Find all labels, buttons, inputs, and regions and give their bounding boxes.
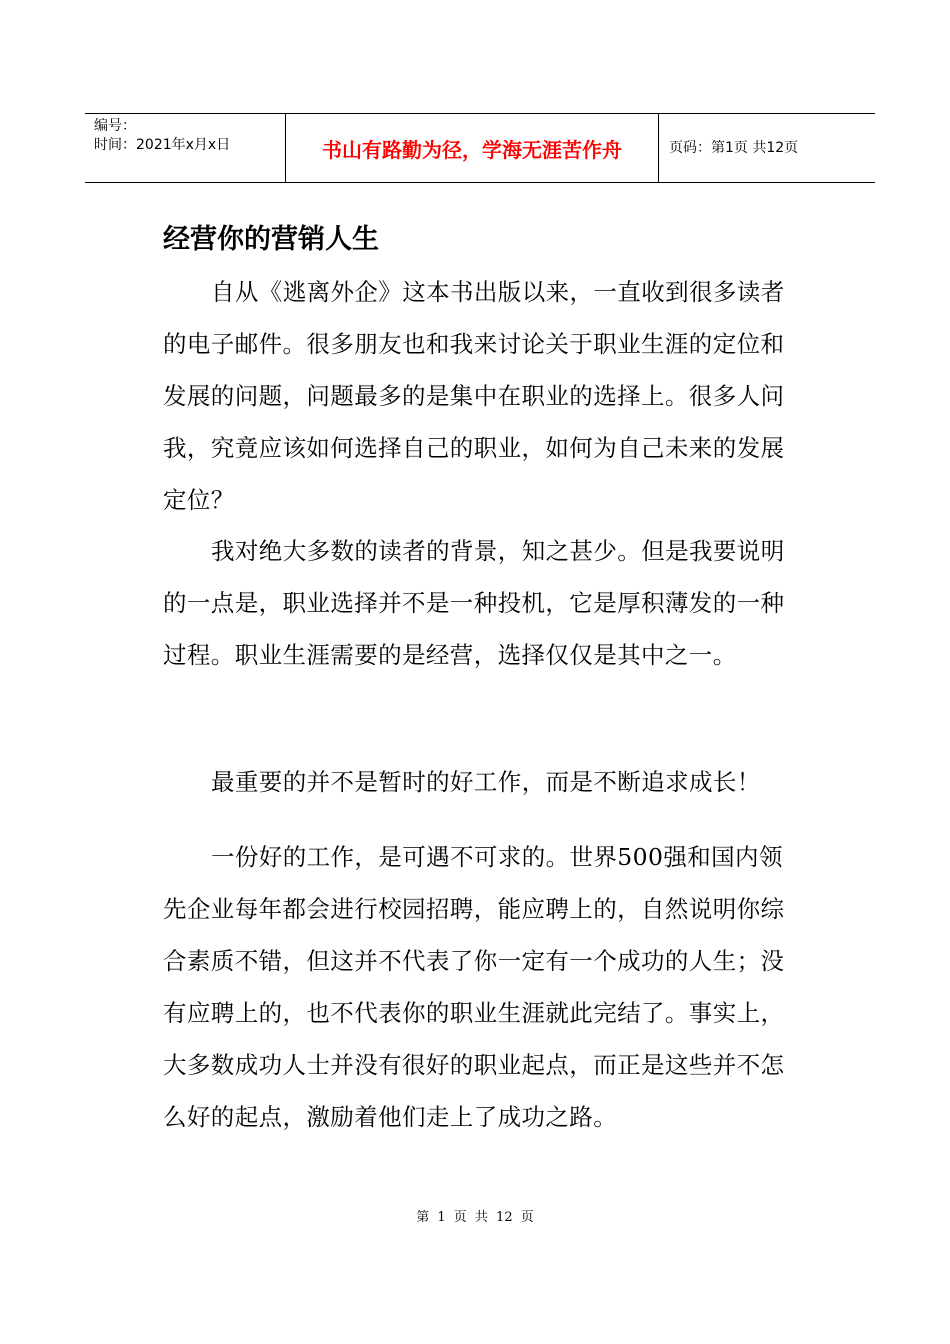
header-motto-cell xyxy=(286,114,659,182)
number-label: 编号： xyxy=(94,118,136,134)
motto: 书山有路勤为径，学海无涯苦作舟 xyxy=(322,138,622,162)
page-code: 页码：第1页 共12页 xyxy=(669,140,799,156)
paragraph-3: 最重要的并不是暂时的好工作，而是不断追求成长！ xyxy=(211,768,761,796)
paragraph-2: 我对绝大多数的读者的背景，知之甚少。但是我要说明的一点是，职业选择并不是一种投机，它是厚积薄发的一种过程。职业生涯需要的是经营，选择仅仅是其中之一。 xyxy=(163,537,785,669)
header-info-cell xyxy=(85,114,286,182)
header-page-cell xyxy=(659,114,875,182)
paragraph-1: 自从《逃离外企》这本书出版以来，一直收到很多读者的电子邮件。很多朋友也和我来讨论关于职业生涯的定位和发展的问题，问题最多的是集中在职业的选择上。很多人问我，究竟应该如何选择自己的职业，如何为自己未来的发展定位？ xyxy=(163,278,785,514)
page-footer: 第 1 页 共 12 页 xyxy=(416,1210,534,1225)
document-title: 经营你的营销人生 xyxy=(163,224,379,255)
paragraph-4: 一份好的工作，是可遇不可求的。世界500强和国内领先企业每年都会进行校园招聘，能应聘上的，自然说明你综合素质不错，但这并不代表了你一定有一个成功的人生；没有应聘上的，也不代表你的职业生涯就此完结了。事实上，大多数成功人士并没有很好的职业起点，而正是这些并不怎么好的起点，激励着他们走上了成功之路。 xyxy=(163,843,785,1131)
time-label: 时间：2021年x月x日 xyxy=(94,137,231,153)
page-header xyxy=(85,113,875,183)
